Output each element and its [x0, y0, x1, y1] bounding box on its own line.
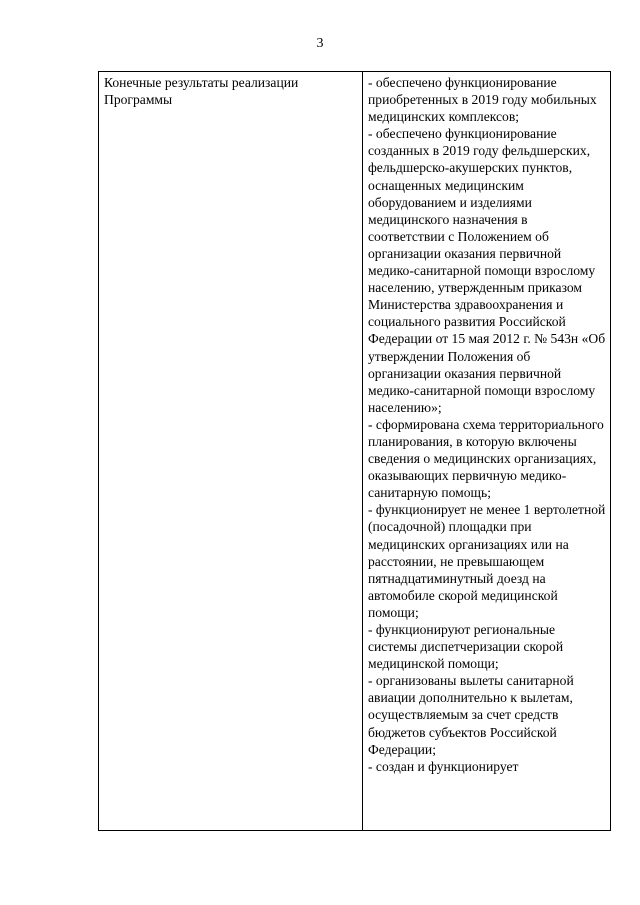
result-item: - организованы вылеты санитарной авиации дополнительно к вылетам, осуществляемым за счет средств бюджетов субъектов Российской Федерации;: [368, 673, 574, 757]
result-item: - функционируют региональные системы диспетчеризации скорой медицинской помощи;: [368, 622, 564, 672]
result-item: - функционирует не менее 1 вертолетной (посадочной) площадки при медицинских организациях или на расстоянии, не превышающем пятнадцатиминутный доезд на автомобиле скорой медицинской помощи;: [368, 502, 606, 620]
table-row: [99, 72, 611, 831]
label-cell-text: Конечные результаты реализации Программы: [104, 75, 299, 108]
result-item: - создан и функционирует: [368, 758, 519, 774]
page-number: 3: [316, 36, 324, 51]
result-item: - обеспечено функционирование созданных в 2019 году фельдшерских, фельдшерско-акушерских пунктов, оснащенных медицинским оборудованием и изделиями медицинского назначения в соответствии с Положением об организации оказания первичной медико-санитарной помощи взрослому населению, утвержденным приказом Министерства здравоохранения и социального развития Российской Федерации от 15 мая 2012 г. № 543н «Об утверждении Положения об организации оказания первичной медико-санитарной помощи взрослому населению»;: [368, 126, 606, 415]
result-item: - сформирована схема территориального планирования, в которую включены сведения о медицинских организациях, оказывающих первичную медико-санитарную помощь;: [368, 416, 604, 501]
results-cell: [363, 72, 611, 831]
program-results-table: [98, 71, 611, 831]
label-cell: [99, 72, 363, 831]
result-item: - обеспечено функционирование приобретенных в 2019 году мобильных медицинских комплексов;: [368, 75, 597, 125]
